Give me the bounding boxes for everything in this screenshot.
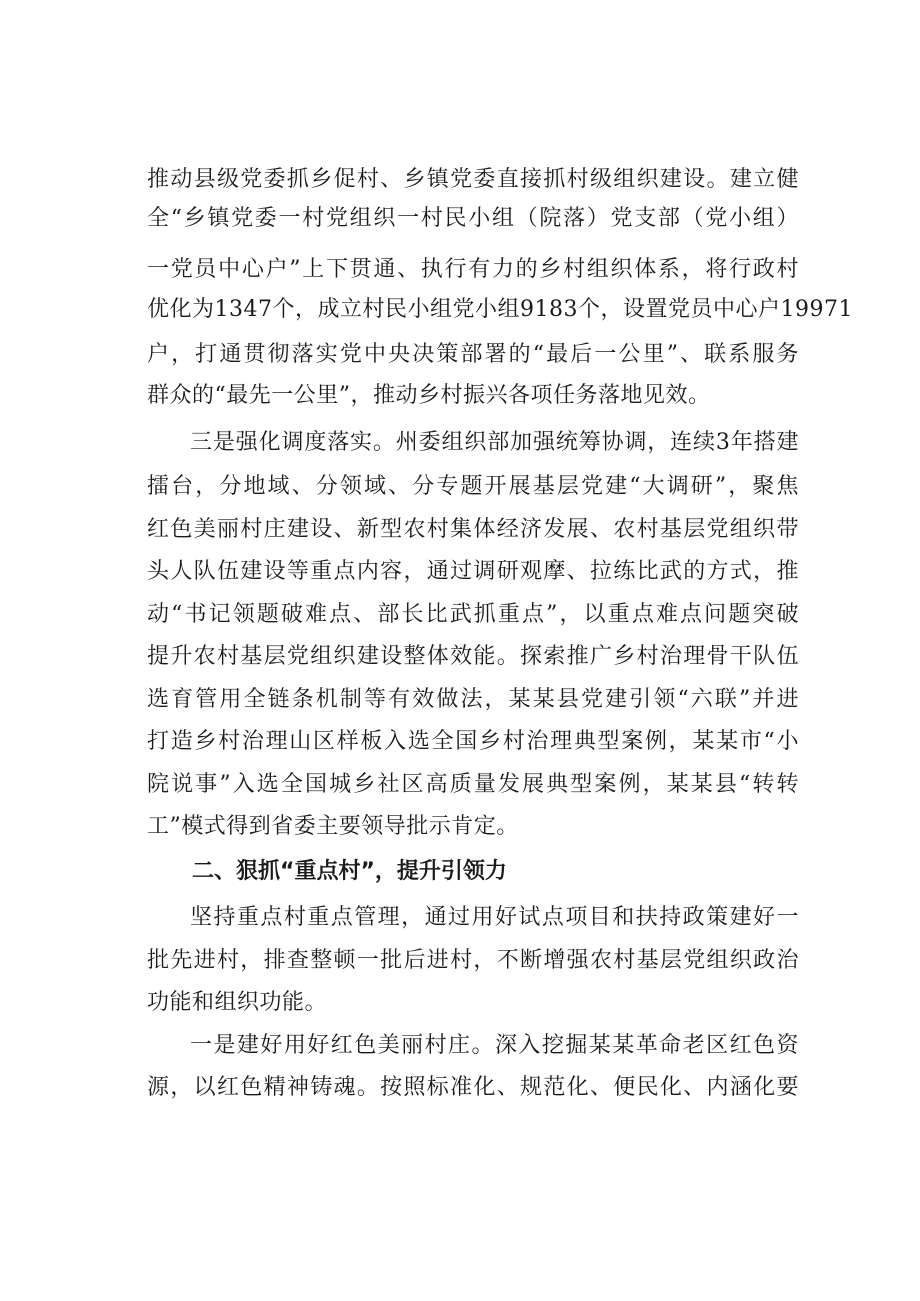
paragraph-line: 群众的“最先一公里”，推动乡村振兴各项任务落地见效。 <box>147 383 711 408</box>
paragraph-line: 全“乡镇党委一村党组织一村民小组（院落）党支部（党小组） <box>147 206 799 231</box>
paragraph-line: 户，打通贯彻落实党中央决策部署的“最后一公里”、联系服务 <box>147 342 799 367</box>
paragraph-first-line: 三是强化调度落实。州委组织部加强统筹协调，连续3年搭建 <box>190 430 799 455</box>
paragraph-line: 提升农村基层党组织建设整体效能。探索推广乡村治理骨干队伍 <box>147 644 799 669</box>
paragraph-line: 头人队伍建设等重点内容，通过调研观摩、拉练比武的方式，推 <box>147 559 799 584</box>
paragraph-line: 一党员中心户”上下贯通、执行有力的乡村组织体系，将行政村 <box>147 257 799 282</box>
paragraph-line: 功能和组织功能。 <box>147 990 328 1015</box>
paragraph-line: 动“书记领题破难点、部长比武抓重点”，以重点难点问题突破 <box>147 602 799 627</box>
paragraph-line: 工”模式得到省委主要领导批示肯定。 <box>147 814 519 839</box>
paragraph-line: 源，以红色精神铸魂。按照标准化、规范化、便民化、内涵化要 <box>147 1075 799 1100</box>
paragraph-line: 推动县级党委抓乡促村、乡镇党委直接抓村级组织建设。建立健 <box>147 167 799 192</box>
paragraph-line: 打造乡村治理山区样板入选全国乡村治理典型案例，某某市“小 <box>147 729 799 754</box>
section-heading: 二、狠抓“重点村”，提升引领力 <box>192 859 507 884</box>
paragraph-line: 选育管用全链条机制等有效做法，某某县党建引领“六联”并进 <box>147 687 799 712</box>
paragraph-line: 优化为1347个，成立村民小组党小组9183个，设置党员中心户19971 <box>147 297 853 322</box>
paragraph-line: 院说事”入选全国城乡社区高质量发展典型案例，某某县“转转 <box>147 772 799 797</box>
paragraph-line: 批先进村，排查整顿一批后进村，不断增强农村基层党组织政治 <box>147 948 799 973</box>
paragraph-line: 红色美丽村庄建设、新型农村集体经济发展、农村基层党组织带 <box>147 517 799 542</box>
paragraph-first-line: 坚持重点村重点管理，通过用好试点项目和扶持政策建好一 <box>190 905 799 930</box>
paragraph-line: 擂台，分地域、分领域、分专题开展基层党建“大调研”，聚焦 <box>147 474 799 499</box>
paragraph-first-line: 一是建好用好红色美丽村庄。深入挖掘某某革命老区红色资 <box>190 1033 799 1058</box>
